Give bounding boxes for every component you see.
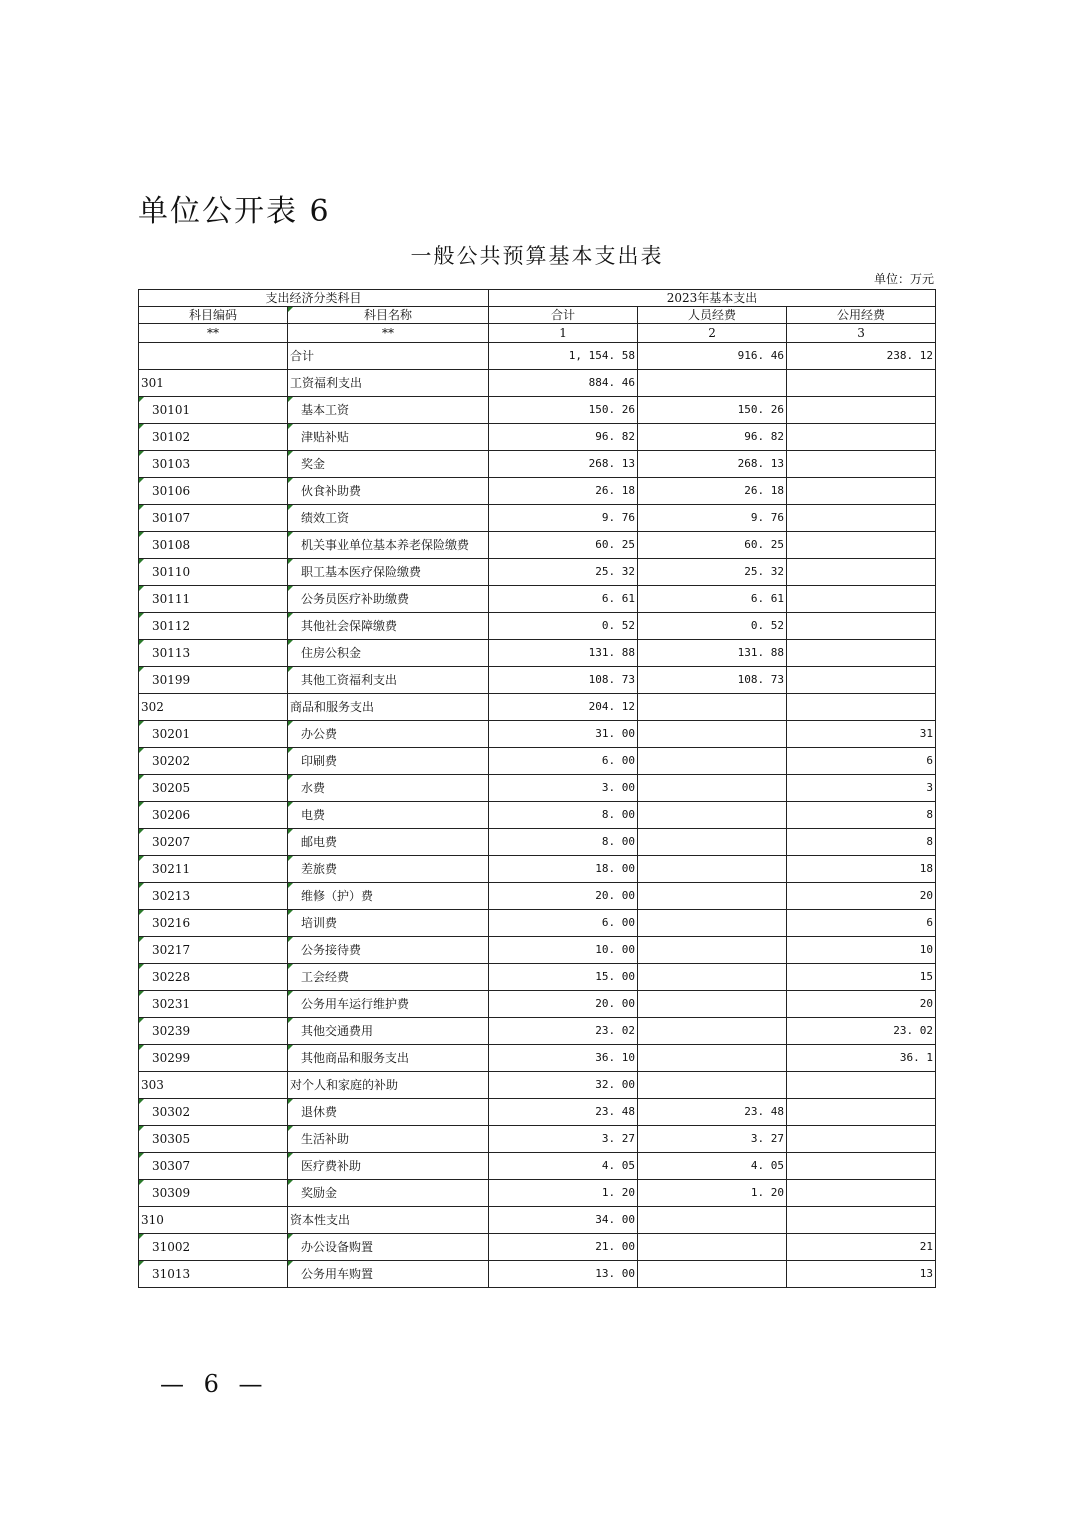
table-row: [139, 937, 936, 964]
cell-code: 30206: [139, 802, 288, 829]
cell-public: 36. 1: [787, 1045, 936, 1072]
table-row: [139, 1018, 936, 1045]
cell-code: 30299: [139, 1045, 288, 1072]
cell-code: 30111: [139, 586, 288, 613]
header-index-row: [139, 324, 936, 343]
cell-public: 15: [787, 964, 936, 991]
cell-public: 18: [787, 856, 936, 883]
table-row: [139, 748, 936, 775]
cell-personnel: [638, 1207, 787, 1234]
header-group-basic-expense: 2023年基本支出: [489, 290, 936, 307]
cell-code: 31002: [139, 1234, 288, 1261]
cell-public: [787, 640, 936, 667]
cell-public: [787, 1072, 936, 1099]
cell-total: 13. 00: [489, 1261, 638, 1288]
index-personnel: 2: [638, 324, 787, 343]
cell-name: 维修（护）费: [288, 883, 489, 910]
cell-personnel: 1. 20: [638, 1180, 787, 1207]
cell-name: 工会经费: [288, 964, 489, 991]
cell-total: 25. 32: [489, 559, 638, 586]
table-row: [139, 559, 936, 586]
cell-personnel: 0. 52: [638, 613, 787, 640]
table-row: [139, 802, 936, 829]
cell-name: 对个人和家庭的补助: [288, 1072, 489, 1099]
cell-total: 31. 00: [489, 721, 638, 748]
cell-name: 职工基本医疗保险缴费: [288, 559, 489, 586]
cell-personnel: [638, 1072, 787, 1099]
cell-name: 机关事业单位基本养老保险缴费: [288, 532, 489, 559]
cell-personnel: 268. 13: [638, 451, 787, 478]
table-row: [139, 1126, 936, 1153]
cell-name: 公务接待费: [288, 937, 489, 964]
cell-public: [787, 451, 936, 478]
cell-personnel: 131. 88: [638, 640, 787, 667]
cell-public: 20: [787, 991, 936, 1018]
header-code: 科目编码: [139, 307, 288, 324]
header-public: 公用经费: [787, 307, 936, 324]
cell-total: 26. 18: [489, 478, 638, 505]
cell-public: [787, 559, 936, 586]
cell-personnel: [638, 991, 787, 1018]
table-title: 一般公共预算基本支出表: [410, 244, 664, 268]
cell-code: 30110: [139, 559, 288, 586]
cell-name: 办公费: [288, 721, 489, 748]
cell-code: 30231: [139, 991, 288, 1018]
cell-name: 公务用车运行维护费: [288, 991, 489, 1018]
header-personnel: 人员经费: [638, 307, 787, 324]
document-label: 单位公开表 6: [138, 194, 331, 229]
cell-code: 30106: [139, 478, 288, 505]
table-row: [139, 505, 936, 532]
cell-personnel: 26. 18: [638, 478, 787, 505]
cell-total: 23. 48: [489, 1099, 638, 1126]
table-row: [139, 721, 936, 748]
table-row: [139, 424, 936, 451]
cell-total: 8. 00: [489, 829, 638, 856]
cell-name: 电费: [288, 802, 489, 829]
cell-total: 10. 00: [489, 937, 638, 964]
table-row: [139, 613, 936, 640]
cell-name: 培训费: [288, 910, 489, 937]
cell-code: 301: [139, 370, 288, 397]
table-row: [139, 856, 936, 883]
cell-name: 奖金: [288, 451, 489, 478]
header-total: 合计: [489, 307, 638, 324]
cell-personnel: [638, 829, 787, 856]
cell-total: 150. 26: [489, 397, 638, 424]
unit-label: 单位：万元: [873, 272, 934, 286]
cell-total: 0. 52: [489, 613, 638, 640]
table-row: [139, 1261, 936, 1288]
cell-total: 884. 46: [489, 370, 638, 397]
cell-public: [787, 694, 936, 721]
cell-total: 20. 00: [489, 991, 638, 1018]
header-group-classification: 支出经济分类科目: [139, 290, 489, 307]
cell-name: 住房公积金: [288, 640, 489, 667]
total-public: 238. 12: [787, 343, 936, 370]
header-name: 科目名称: [288, 307, 489, 324]
cell-personnel: [638, 721, 787, 748]
table-row: [139, 1234, 936, 1261]
cell-public: [787, 370, 936, 397]
cell-total: 9. 76: [489, 505, 638, 532]
cell-personnel: [638, 802, 787, 829]
cell-code: 30205: [139, 775, 288, 802]
cell-total: 32. 00: [489, 1072, 638, 1099]
cell-personnel: [638, 1018, 787, 1045]
cell-name: 资本性支出: [288, 1207, 489, 1234]
cell-personnel: [638, 1234, 787, 1261]
cell-personnel: [638, 694, 787, 721]
cell-total: 4. 05: [489, 1153, 638, 1180]
cell-name: 其他社会保障缴费: [288, 613, 489, 640]
cell-total: 34. 00: [489, 1207, 638, 1234]
cell-code: 30213: [139, 883, 288, 910]
cell-public: 6: [787, 910, 936, 937]
cell-code: 30216: [139, 910, 288, 937]
cell-public: [787, 1180, 936, 1207]
cell-public: 13: [787, 1261, 936, 1288]
cell-name: 办公设备购置: [288, 1234, 489, 1261]
cell-personnel: 9. 76: [638, 505, 787, 532]
table-row: [139, 640, 936, 667]
table-row: [139, 397, 936, 424]
cell-code: 30113: [139, 640, 288, 667]
cell-code: 30239: [139, 1018, 288, 1045]
cell-code: 30202: [139, 748, 288, 775]
cell-name: 其他商品和服务支出: [288, 1045, 489, 1072]
cell-personnel: [638, 775, 787, 802]
cell-public: [787, 478, 936, 505]
cell-code: 30103: [139, 451, 288, 478]
cell-personnel: 60. 25: [638, 532, 787, 559]
cell-code: 30112: [139, 613, 288, 640]
cell-public: 23. 02: [787, 1018, 936, 1045]
cell-total: 20. 00: [489, 883, 638, 910]
index-total: 1: [489, 324, 638, 343]
total-amount: 1, 154. 58: [489, 343, 638, 370]
cell-public: [787, 667, 936, 694]
cell-personnel: 96. 82: [638, 424, 787, 451]
index-public: 3: [787, 324, 936, 343]
cell-total: 1. 20: [489, 1180, 638, 1207]
cell-public: [787, 1126, 936, 1153]
cell-total: 6. 61: [489, 586, 638, 613]
cell-public: [787, 532, 936, 559]
cell-code: 30101: [139, 397, 288, 424]
cell-total: 6. 00: [489, 748, 638, 775]
cell-public: [787, 1153, 936, 1180]
cell-name: 印刷费: [288, 748, 489, 775]
cell-total: 108. 73: [489, 667, 638, 694]
cell-public: 3: [787, 775, 936, 802]
cell-code: 30309: [139, 1180, 288, 1207]
index-code: **: [139, 324, 288, 343]
table-row: [139, 586, 936, 613]
table-row: [139, 1045, 936, 1072]
cell-public: [787, 397, 936, 424]
cell-code: 310: [139, 1207, 288, 1234]
cell-public: [787, 1099, 936, 1126]
table-row: [139, 1180, 936, 1207]
budget-table: [138, 289, 936, 1288]
cell-total: 36. 10: [489, 1045, 638, 1072]
cell-personnel: [638, 370, 787, 397]
cell-personnel: 108. 73: [638, 667, 787, 694]
cell-code: 30217: [139, 937, 288, 964]
total-code: [139, 343, 288, 370]
category-row: [139, 1072, 936, 1099]
cell-code: 30107: [139, 505, 288, 532]
cell-name: 退休费: [288, 1099, 489, 1126]
category-row: [139, 694, 936, 721]
cell-name: 其他工资福利支出: [288, 667, 489, 694]
category-row: [139, 1207, 936, 1234]
cell-public: [787, 505, 936, 532]
cell-personnel: [638, 910, 787, 937]
cell-code: 30211: [139, 856, 288, 883]
cell-code: 30207: [139, 829, 288, 856]
cell-name: 公务用车购置: [288, 1261, 489, 1288]
cell-code: 30302: [139, 1099, 288, 1126]
table-row: [139, 1099, 936, 1126]
table-row: [139, 964, 936, 991]
cell-personnel: 3. 27: [638, 1126, 787, 1153]
table-row: [139, 883, 936, 910]
cell-code: 30228: [139, 964, 288, 991]
cell-personnel: 23. 48: [638, 1099, 787, 1126]
cell-total: 21. 00: [489, 1234, 638, 1261]
table-row: [139, 775, 936, 802]
cell-code: 30199: [139, 667, 288, 694]
cell-public: 21: [787, 1234, 936, 1261]
page-number: — 6 —: [160, 1370, 269, 1398]
cell-personnel: 6. 61: [638, 586, 787, 613]
cell-code: 303: [139, 1072, 288, 1099]
cell-name: 津贴补贴: [288, 424, 489, 451]
cell-total: 18. 00: [489, 856, 638, 883]
cell-public: [787, 1207, 936, 1234]
cell-total: 96. 82: [489, 424, 638, 451]
total-row: [139, 343, 936, 370]
table-row: [139, 991, 936, 1018]
cell-name: 其他交通费用: [288, 1018, 489, 1045]
table-row: [139, 667, 936, 694]
cell-public: [787, 586, 936, 613]
cell-name: 邮电费: [288, 829, 489, 856]
cell-public: 8: [787, 802, 936, 829]
cell-name: 工资福利支出: [288, 370, 489, 397]
cell-personnel: [638, 1045, 787, 1072]
total-personnel: 916. 46: [638, 343, 787, 370]
cell-personnel: [638, 1261, 787, 1288]
cell-name: 绩效工资: [288, 505, 489, 532]
cell-personnel: [638, 883, 787, 910]
cell-public: 10: [787, 937, 936, 964]
table-row: [139, 451, 936, 478]
cell-code: 30108: [139, 532, 288, 559]
cell-total: 131. 88: [489, 640, 638, 667]
cell-public: 31: [787, 721, 936, 748]
cell-public: 6: [787, 748, 936, 775]
cell-total: 15. 00: [489, 964, 638, 991]
cell-code: 30201: [139, 721, 288, 748]
cell-personnel: [638, 856, 787, 883]
cell-personnel: [638, 937, 787, 964]
cell-public: [787, 424, 936, 451]
cell-name: 公务员医疗补助缴费: [288, 586, 489, 613]
header-group-row: [139, 290, 936, 307]
cell-name: 奖励金: [288, 1180, 489, 1207]
cell-public: 20: [787, 883, 936, 910]
cell-total: 6. 00: [489, 910, 638, 937]
cell-total: 268. 13: [489, 451, 638, 478]
cell-name: 生活补助: [288, 1126, 489, 1153]
cell-total: 8. 00: [489, 802, 638, 829]
index-name: **: [288, 324, 489, 343]
cell-name: 医疗费补助: [288, 1153, 489, 1180]
cell-code: 30102: [139, 424, 288, 451]
table-row: [139, 478, 936, 505]
cell-public: 8: [787, 829, 936, 856]
cell-name: 水费: [288, 775, 489, 802]
table-row: [139, 910, 936, 937]
table-row: [139, 829, 936, 856]
cell-personnel: [638, 748, 787, 775]
cell-total: 204. 12: [489, 694, 638, 721]
total-name: 合计: [288, 343, 489, 370]
cell-code: 30305: [139, 1126, 288, 1153]
cell-name: 商品和服务支出: [288, 694, 489, 721]
cell-name: 基本工资: [288, 397, 489, 424]
cell-code: 30307: [139, 1153, 288, 1180]
cell-personnel: 4. 05: [638, 1153, 787, 1180]
cell-code: 31013: [139, 1261, 288, 1288]
cell-personnel: [638, 964, 787, 991]
cell-personnel: 25. 32: [638, 559, 787, 586]
cell-name: 差旅费: [288, 856, 489, 883]
cell-total: 3. 27: [489, 1126, 638, 1153]
cell-total: 3. 00: [489, 775, 638, 802]
category-row: [139, 370, 936, 397]
cell-total: 60. 25: [489, 532, 638, 559]
header-column-row: [139, 307, 936, 324]
cell-code: 302: [139, 694, 288, 721]
cell-name: 伙食补助费: [288, 478, 489, 505]
table-row: [139, 532, 936, 559]
cell-personnel: 150. 26: [638, 397, 787, 424]
cell-public: [787, 613, 936, 640]
cell-total: 23. 02: [489, 1018, 638, 1045]
table-row: [139, 1153, 936, 1180]
